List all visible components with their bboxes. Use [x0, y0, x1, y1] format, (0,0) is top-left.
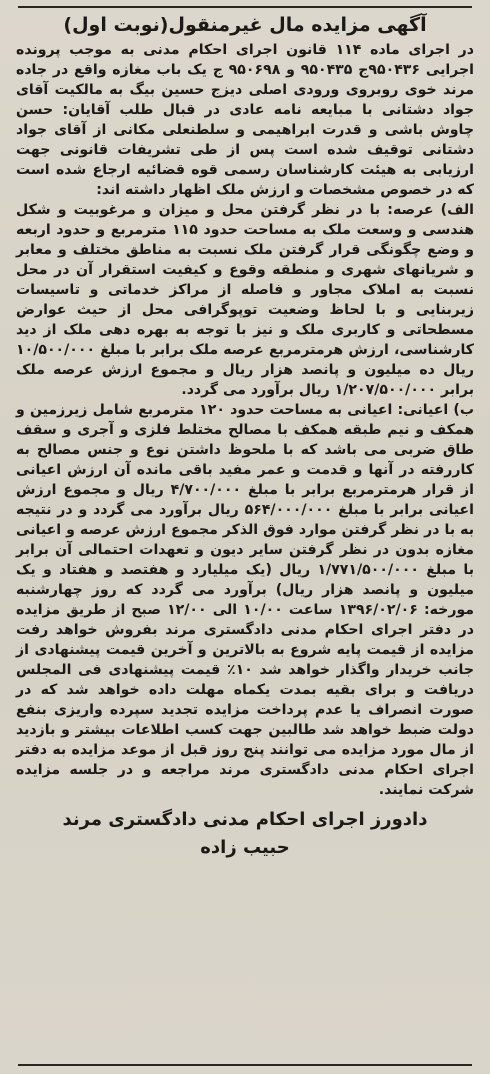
signature-block [12, 806, 478, 862]
bottom-rule [18, 1064, 472, 1066]
signature-name: حبیب زاده [200, 837, 290, 858]
signature-title: دادورز اجرای احکام مدنی دادگستری مرند [62, 809, 428, 830]
notice-land-paragraph: الف) عرصه: با در نظر گرفتن محل و میزان و مرغوبیت و شکل هندسی و وسعت ملک به مساحت حدود ۱۱۵ مترمربع و حدود اربعه و وضع چگونگی قرار گرفتن ملک نسبت به مناطق مختلف و معابر و شریانهای شهری و منطقه وقوع و کیفیت استقرار آن در محل نسبت به املاک مجاور و فاصله از مراکز خدماتی و تاسیسات زیربنایی و با لحاظ وضعیت توپوگرافی محل از حیث عوارض مسطحاتی و کاربری ملک و نیز با توجه به بهره دهی ملک از دید کارشناسی، ارزش هرمترمربع عرصه ملک برابر با مبلغ ۱۰/۵۰۰/۰۰۰ ریال ده میلیون و پانصد هزار ریال و مجموع ارزش عرصه ملک برابر ۱/۲۰۷/۵۰۰/۰۰۰ ریال برآورد می گردد. [16, 202, 474, 398]
top-rule [18, 0, 472, 8]
notice-body [12, 40, 478, 800]
notice-building-paragraph: ب) اعیانی: اعیانی به مساحت حدود ۱۲۰ مترمربع شامل زیرزمین و همکف و نیم طبقه همکف با مصالح مختلط فلزی و آجری و سقف طاق ضربی می باشد که با ملحوظ داشتن نوع و جنس مصالح به کاررفته در آنها و قدمت و عمر مفید باقی مانده آن ارزش اعیانی از قرار هرمترمربع برابر با مبلغ ۴/۷۰۰/۰۰۰ ریال و مجموع ارزش اعیانی برابر با مبلغ ۵۶۴/۰۰۰/۰۰۰ ریال برآورد می گردد و در نتیجه به با در نظر گرفتن موارد فوق الذکر مجموع ارزش عرصه و اعیانی مغازه بدون در نظر گرفتن سایر دیون و تعهدات احتمالی آن برابر با مبلغ ۱/۷۷۱/۵۰۰/۰۰۰ ریال (یک میلیارد و هفتصد و هفتاد و یک میلیون و پانصد هزار ریال) برآورد می گردد که روز چهارشنبه مورخه: ۱۳۹۶/۰۲/۰۶ ساعت ۱۰/۰۰ الی ۱۲/۰۰ صبح از طریق مزایده در دفتر اجرای احکام مدنی دادگستری مرند بفروش خواهد رفت مزایده از قیمت پایه شروع به بالاترین و آخرین قیمت پیشنهادی از جانب خریدار واگذار خواهد شد ۱۰٪ قیمت پیشنهادی فی المجلس دریافت و برای بقیه بمدت یکماه مهلت داده خواهد شد که در صورت انصراف یا عدم پرداخت مزایده تجدید سپرده واریزی بنفع دولت ضبط خواهد شد طالبین جهت کسب اطلاعات بیشتر و بازدید از مال مورد مزایده می توانند پنج روز قبل از موعد مزایده به دفتر اجرای احکام مدنی دادگستری مرند مراجعه و در جلسه مزایده شرکت نمایند. [16, 402, 475, 798]
notice-intro-paragraph: در اجرای ماده ۱۱۴ قانون اجرای احکام مدنی به موجب پرونده اجرایی ۹۵۰۴۳۶ج ۹۵۰۴۳۵ و ۹۵۰۶۹۸ ج یک باب مغازه واقع در جاده مرند خوی روبروی ورودی اصلی دیزج حسین بیگ به مالکیت آقای جواد دشتانی با مبایعه نامه عادی در قبال طلب آقایان: حسن چاوش باشی و قدرت ابراهیمی و سلطنعلی مکانی از آقای جواد دشتانی توقیف شده است پس از طی تشریفات قانونی جهت ارزیابی به هیئت کارشناسان رسمی قوه قضائیه ارجاع شده است که در خصوص مشخصات و ارزش ملک اظهار داشته اند: [16, 42, 475, 198]
notice-title: آگهی مزایده مال غیرمنقول(نوبت اول) [63, 14, 427, 36]
